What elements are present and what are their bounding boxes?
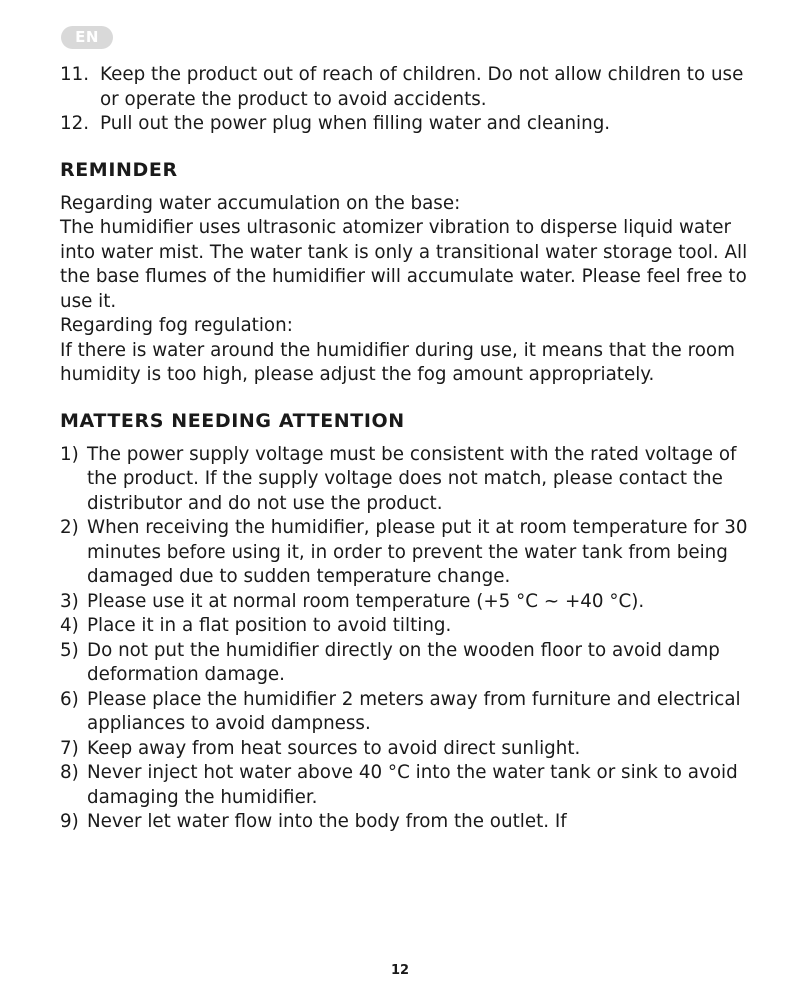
list-item-number: 7) [60, 737, 79, 759]
list-item-text: Please use it at normal room temperature (+5 °C ~ +40 °C). [87, 590, 645, 612]
list-item [60, 112, 750, 137]
list-item-number: 8) [60, 762, 79, 783]
manual-page-content [60, 63, 750, 835]
list-item [60, 63, 750, 112]
list-item-number: 6) [60, 688, 79, 710]
list-item [60, 639, 750, 688]
attention-list [60, 443, 750, 835]
list-item-number: 2) [60, 517, 79, 538]
list-item [60, 590, 750, 615]
list-item-number: 5) [60, 639, 79, 661]
reminder-heading: REMINDER [60, 158, 178, 181]
list-item [60, 614, 750, 639]
list-item-number: 9) [60, 811, 79, 832]
list-item-text: The power supply voltage must be consistent with the rated voltage of the product. If the supply voltage does not match, please contact the distributor and do not use the product. [87, 443, 737, 514]
list-item [60, 761, 750, 810]
reminder-paragraph: The humidifier uses ultrasonic atomizer vibration to disperse liquid water into water mist. The water tank is only a transitional water storage tool. All the base flumes of the humidifier will accumulate water. Please feel free to use it. [60, 217, 748, 312]
list-item-number: 12. [60, 113, 90, 134]
list-item-text: Keep away from heat sources to avoid direct sunlight. [87, 737, 581, 759]
list-item-text: Place it in a flat position to avoid tilting. [87, 615, 452, 636]
list-item [60, 810, 750, 835]
list-item-number: 1) [60, 443, 79, 465]
language-badge: EN [61, 26, 113, 49]
list-item-text: Never inject hot water above 40 °C into the water tank or sink to avoid damaging the humidifier. [87, 762, 738, 808]
list-item-text: Please place the humidifier 2 meters away from furniture and electrical appliances to avoid dampness. [87, 688, 741, 734]
list-item [60, 516, 750, 590]
list-item [60, 688, 750, 737]
list-item-number: 3) [60, 590, 79, 612]
safety-list [60, 63, 750, 137]
reminder-paragraph: Regarding fog regulation: [60, 315, 293, 336]
list-item-number: 11. [60, 64, 90, 85]
reminder-section [60, 192, 750, 388]
list-item [60, 737, 750, 762]
list-item-text: Keep the product out of reach of children. Do not allow children to use or operate the product to avoid accidents. [100, 64, 744, 110]
list-item [60, 443, 750, 517]
page-number: 12 [390, 963, 410, 978]
reminder-paragraph: If there is water around the humidifier during use, it means that the room humidity is too high, please adjust the fog amount appropriately. [60, 339, 735, 385]
reminder-paragraph: Regarding water accumulation on the base: [60, 192, 461, 214]
list-item-text: When receiving the humidifier, please put it at room temperature for 30 minutes before using it, in order to prevent the water tank from being damaged due to sudden temperature change. [87, 517, 748, 587]
list-item-text: Do not put the humidifier directly on the wooden floor to avoid damp deformation damage. [87, 639, 720, 685]
attention-heading: MATTERS NEEDING ATTENTION [60, 409, 405, 432]
list-item-text: Never let water flow into the body from the outlet. If [87, 811, 567, 832]
list-item-text: Pull out the power plug when filling water and cleaning. [100, 113, 611, 134]
list-item-number: 4) [60, 615, 79, 636]
